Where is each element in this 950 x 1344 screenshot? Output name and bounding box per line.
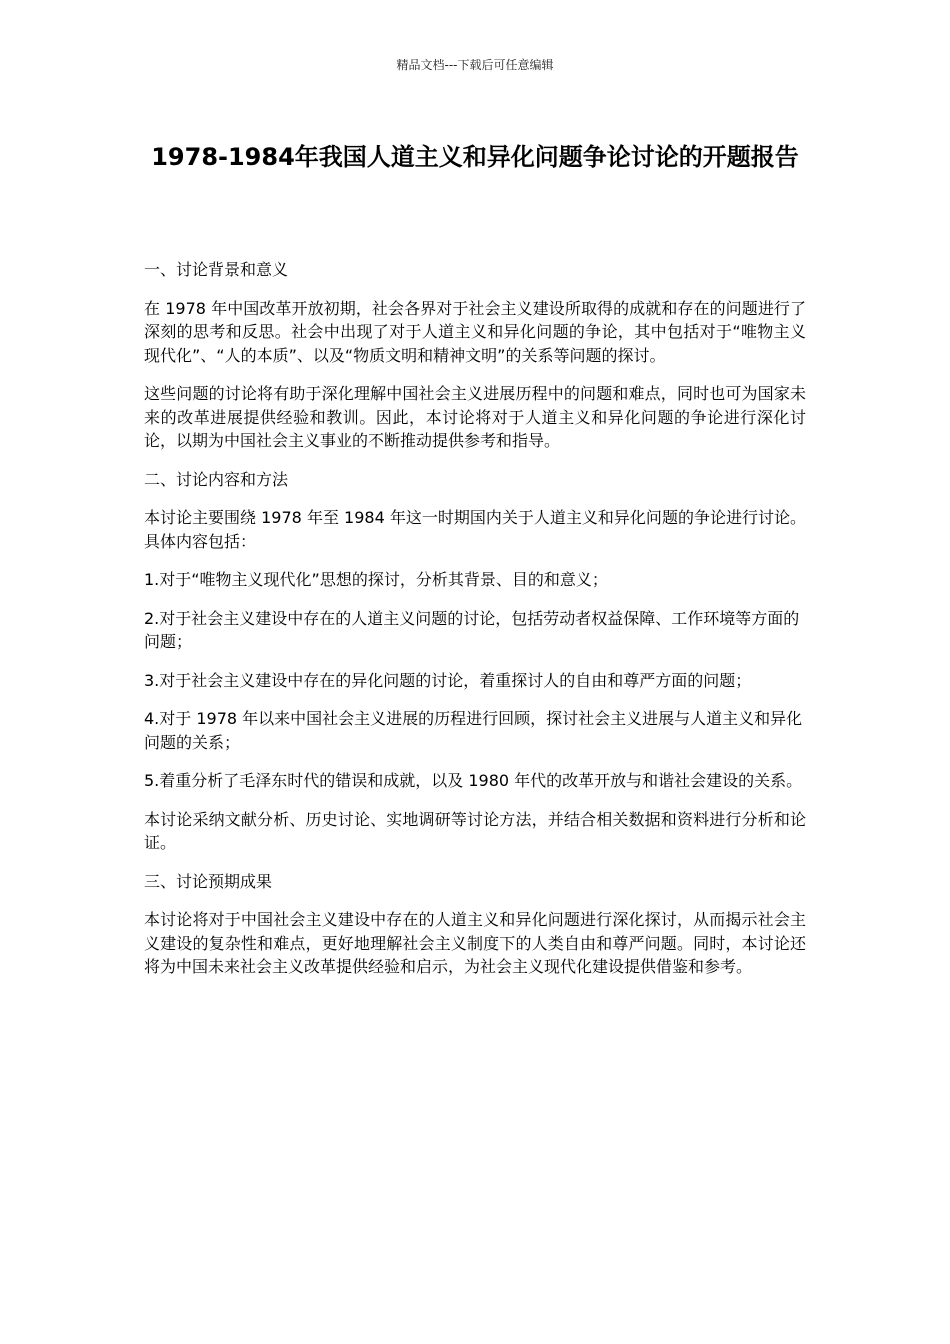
paragraph: 在 1978 年中国改革开放初期，社会各界对于社会主义建设所取得的成就和存在的问题进行了深刻的思考和反思。社会中出现了对于人道主义和异化问题的争论，其中包括对于“唯物主义现代化”、“人的本质”、以及“物质文明和精神文明”的关系等问题的探讨。: [144, 298, 806, 365]
document-body: [144, 258, 806, 994]
list-item: 2.对于社会主义建设中存在的人道主义问题的讨论，包括劳动者权益保障、工作环境等方面的问题；: [144, 608, 800, 651]
paragraph: 这些问题的讨论将有助于深化理解中国社会主义进展历程中的问题和难点，同时也可为国家未来的改革进展提供经验和教训。因此，本讨论将对于人道主义和异化问题的争论进行深化讨论，以期为中国社会主义事业的不断推动提供参考和指导。: [144, 384, 806, 450]
paragraph: 本讨论将对于中国社会主义建设中存在的人道主义和异化问题进行深化探讨，从而揭示社会主义建设的复杂性和难点，更好地理解社会主义制度下的人类自由和尊严问题。同时，本讨论还将为中国未来社会主义改革提供经验和启示，为社会主义现代化建设提供借鉴和参考。: [144, 910, 806, 976]
section-heading-expected-results: 三、讨论预期成果: [144, 871, 273, 891]
list-item: 5.着重分析了毛泽东时代的错误和成就，以及 1980 年代的改革开放与和谐社会建设的关系。: [144, 771, 803, 790]
document-title: 1978-1984年我国人道主义和异化问题争论讨论的开题报告: [151, 143, 799, 171]
section-heading-background: 一、讨论背景和意义: [144, 260, 289, 279]
list-item: 3.对于社会主义建设中存在的异化问题的讨论，着重探讨人的自由和尊严方面的问题；: [144, 670, 752, 690]
list-item: 1.对于“唯物主义现代化”思想的探讨，分析其背景、目的和意义；: [144, 570, 608, 589]
section-heading-content-method: 二、讨论内容和方法: [144, 469, 289, 489]
paragraph: 本讨论采纳文献分析、历史讨论、实地调研等讨论方法，并结合相关数据和资料进行分析和论证。: [144, 809, 806, 852]
paragraph: 本讨论主要围绕 1978 年至 1984 年这一时期国内关于人道主义和异化问题的争论进行讨论。具体内容包括：: [144, 508, 806, 551]
list-item: 4.对于 1978 年以来中国社会主义进展的历程进行回顾，探讨社会主义进展与人道主义和异化问题的关系；: [144, 709, 803, 752]
header-note: 精品文档---下载后可任意编辑: [396, 58, 554, 72]
